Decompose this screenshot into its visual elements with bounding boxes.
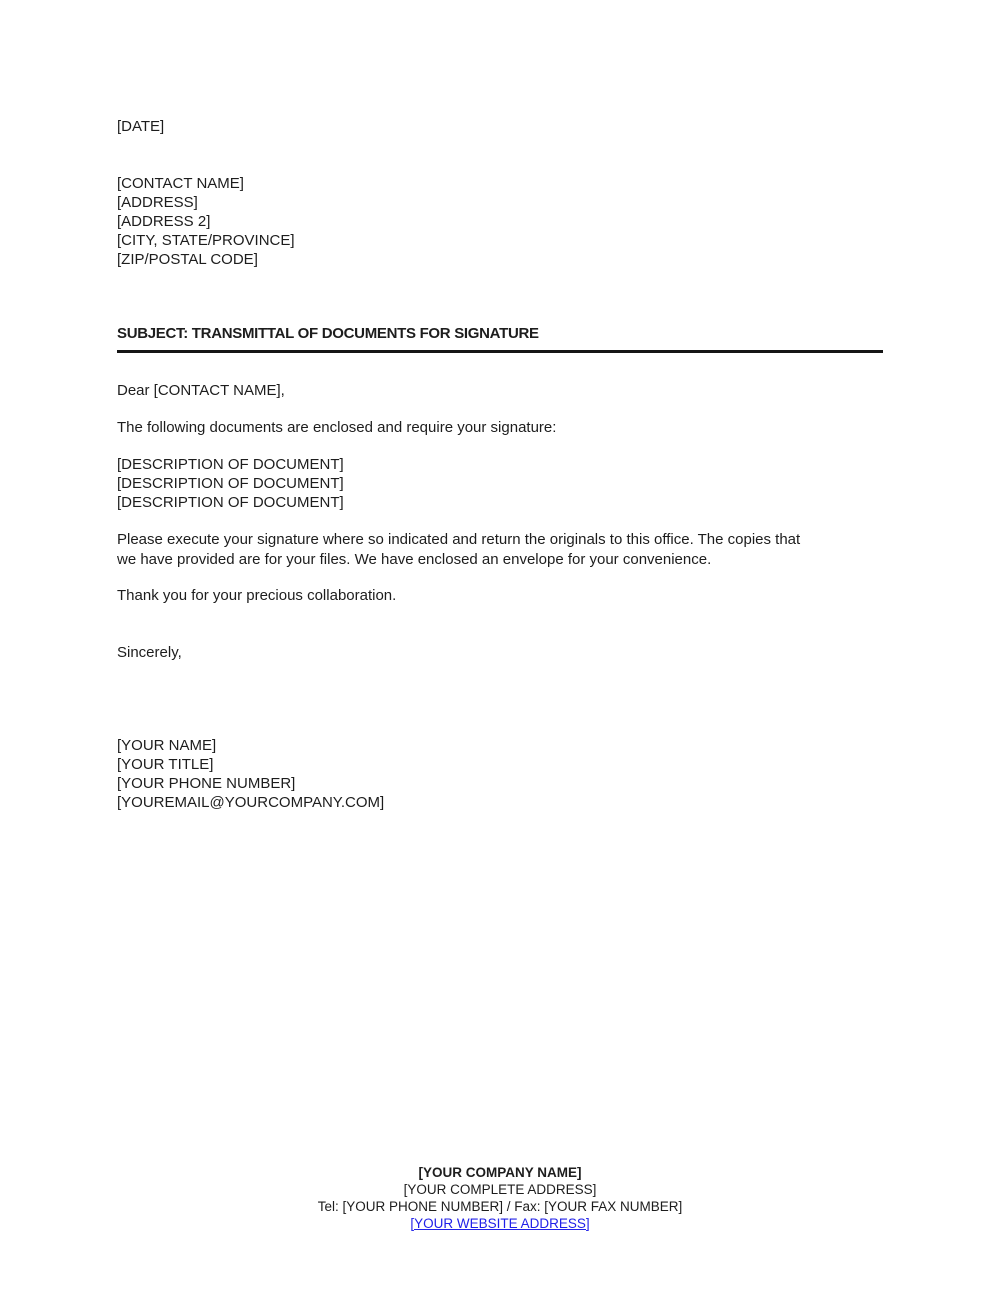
recipient-line: [ADDRESS] [117,194,198,211]
date-line: [DATE] [117,118,165,135]
subject-heading: SUBJECT: TRANSMITTAL OF DOCUMENTS FOR SIGNATURE [117,325,539,342]
recipient-line: [CONTACT NAME] [117,175,244,192]
recipient-line: [ZIP/POSTAL CODE] [117,251,258,268]
instructions-line: we have provided are for your files. We have enclosed an envelope for your convenience. [117,550,712,568]
recipient-line: [ADDRESS 2] [117,213,211,230]
sender-line: [YOUR PHONE NUMBER] [117,775,296,792]
footer-telfax: Tel: [YOUR PHONE NUMBER] / Fax: [YOUR FAX NUMBER] [317,1199,683,1214]
footer-website-link[interactable]: [YOUR WEBSITE ADDRESS] [410,1216,590,1231]
intro-paragraph: The following documents are enclosed and require your signature: [117,419,557,436]
salutation: Dear [CONTACT NAME], [117,382,285,399]
subject-divider [117,350,883,353]
instructions-line: Please execute your signature where so indicated and return the originals to this office. The copies that [117,531,801,548]
thanks-paragraph: Thank you for your precious collaboration. [117,587,397,604]
footer-company-name: [YOUR COMPANY NAME] [418,1165,582,1180]
document-list [117,455,883,512]
sender-line: [YOUR TITLE] [117,756,214,773]
document-item: [DESCRIPTION OF DOCUMENT] [117,475,344,492]
sender-block [117,736,883,812]
sender-line: [YOUR NAME] [117,737,217,754]
subject-block [117,324,883,353]
footer-address: [YOUR COMPLETE ADDRESS] [403,1182,597,1197]
sender-line: [YOUREMAIL@YOURCOMPANY.COM] [117,794,385,811]
closing: Sincerely, [117,644,182,661]
footer [0,1164,1000,1232]
document-item: [DESCRIPTION OF DOCUMENT] [117,456,344,473]
recipient-line: [CITY, STATE/PROVINCE] [117,232,295,249]
recipient-block [117,174,883,269]
instructions-paragraph [117,530,883,569]
document-item: [DESCRIPTION OF DOCUMENT] [117,494,344,511]
